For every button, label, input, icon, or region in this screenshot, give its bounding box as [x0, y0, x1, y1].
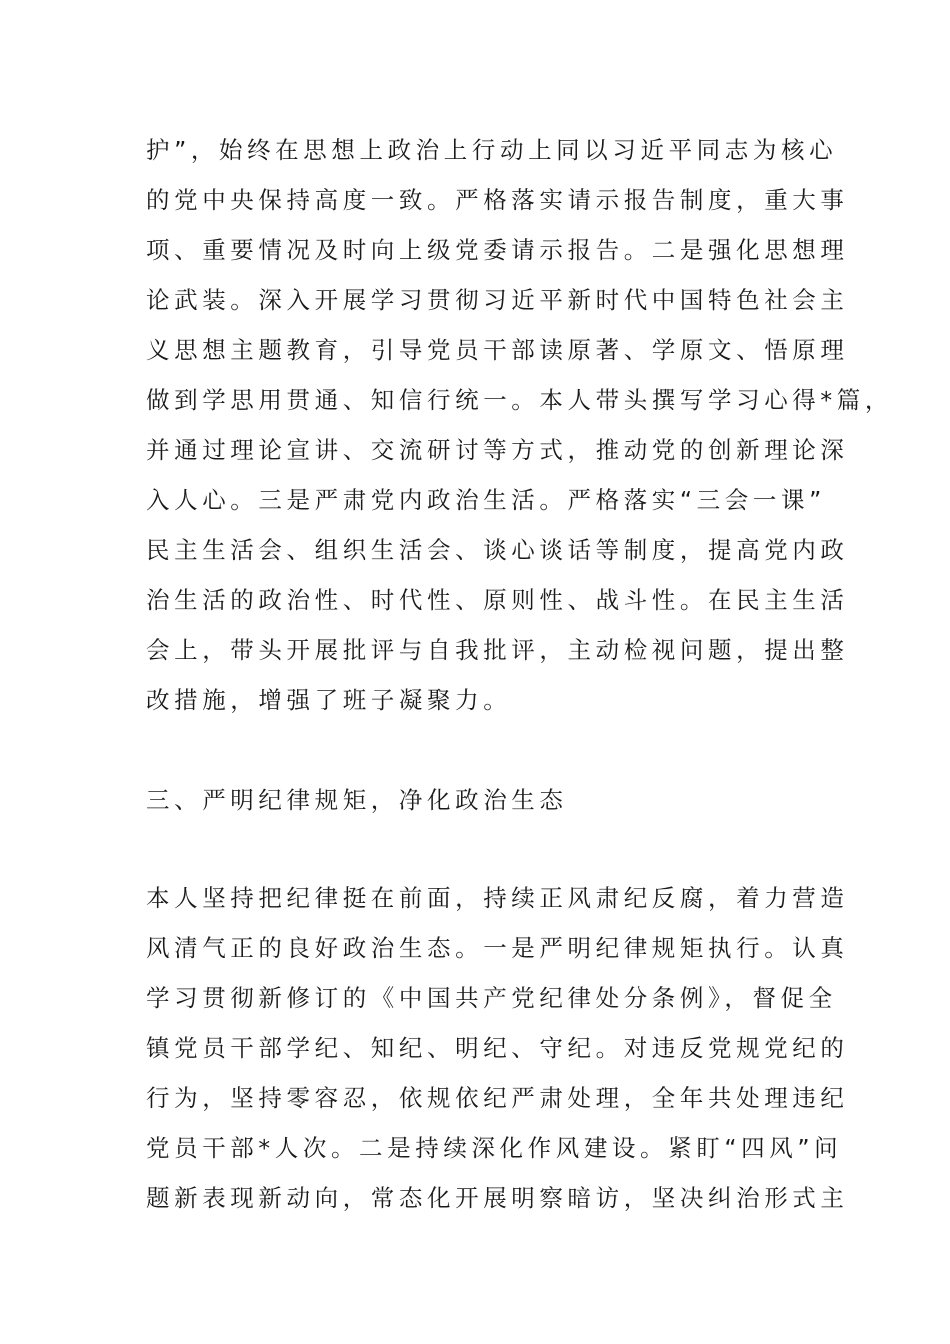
text-line: 学习贯彻新修订的《中国共产党纪律处分条例》，督促全: [146, 984, 837, 1012]
text-line: 改措施，增强了班子凝聚力。: [146, 686, 512, 714]
text-line: 会上，带头开展批评与自我批评，主动检视问题，提出整: [146, 636, 849, 664]
text-line: 风清气正的良好政治生态。一是严明纪律规矩执行。认真: [146, 934, 849, 962]
text-line: 并通过理论宣讲、交流研讨等方式，推动党的创新理论深: [146, 436, 849, 464]
text-line: 镇党员干部学纪、知纪、明纪、守纪。对违反党规党纪的: [146, 1034, 849, 1062]
text-line: 护”，始终在思想上政治上行动上同以习近平同志为核心: [146, 136, 838, 164]
text-line: 行为，坚持零容忍，依规依纪严肃处理，全年共处理违纪: [146, 1084, 849, 1112]
section-heading: 三、严明纪律规矩，净化政治生态: [146, 786, 568, 814]
text-line: 入人心。三是严肃党内政治生活。严格落实“三会一课”: [146, 486, 826, 514]
text-line: 民主生活会、组织生活会、谈心谈话等制度，提高党内政: [146, 536, 849, 564]
text-line: 题新表现新动向，常态化开展明察暗访，坚决纠治形式主: [146, 1184, 849, 1212]
text-line: 做到学思用贯通、知信行统一。本人带头撰写学习心得*篇，: [146, 386, 893, 414]
text-line: 党员干部*人次。二是持续深化作风建设。紧盯“四风”问: [146, 1134, 843, 1162]
text-line: 项、重要情况及时向上级党委请示报告。二是强化思想理: [146, 236, 849, 264]
text-line: 论武装。深入开展学习贯彻习近平新时代中国特色社会主: [146, 286, 849, 314]
text-line: 本人坚持把纪律挺在前面，持续正风肃纪反腐，着力营造: [146, 884, 849, 912]
text-line: 治生活的政治性、时代性、原则性、战斗性。在民主生活: [146, 586, 849, 614]
text-line: 义思想主题教育，引导党员干部读原著、学原文、悟原理: [146, 336, 849, 364]
text-line: 的党中央保持高度一致。严格落实请示报告制度，重大事: [146, 186, 849, 214]
